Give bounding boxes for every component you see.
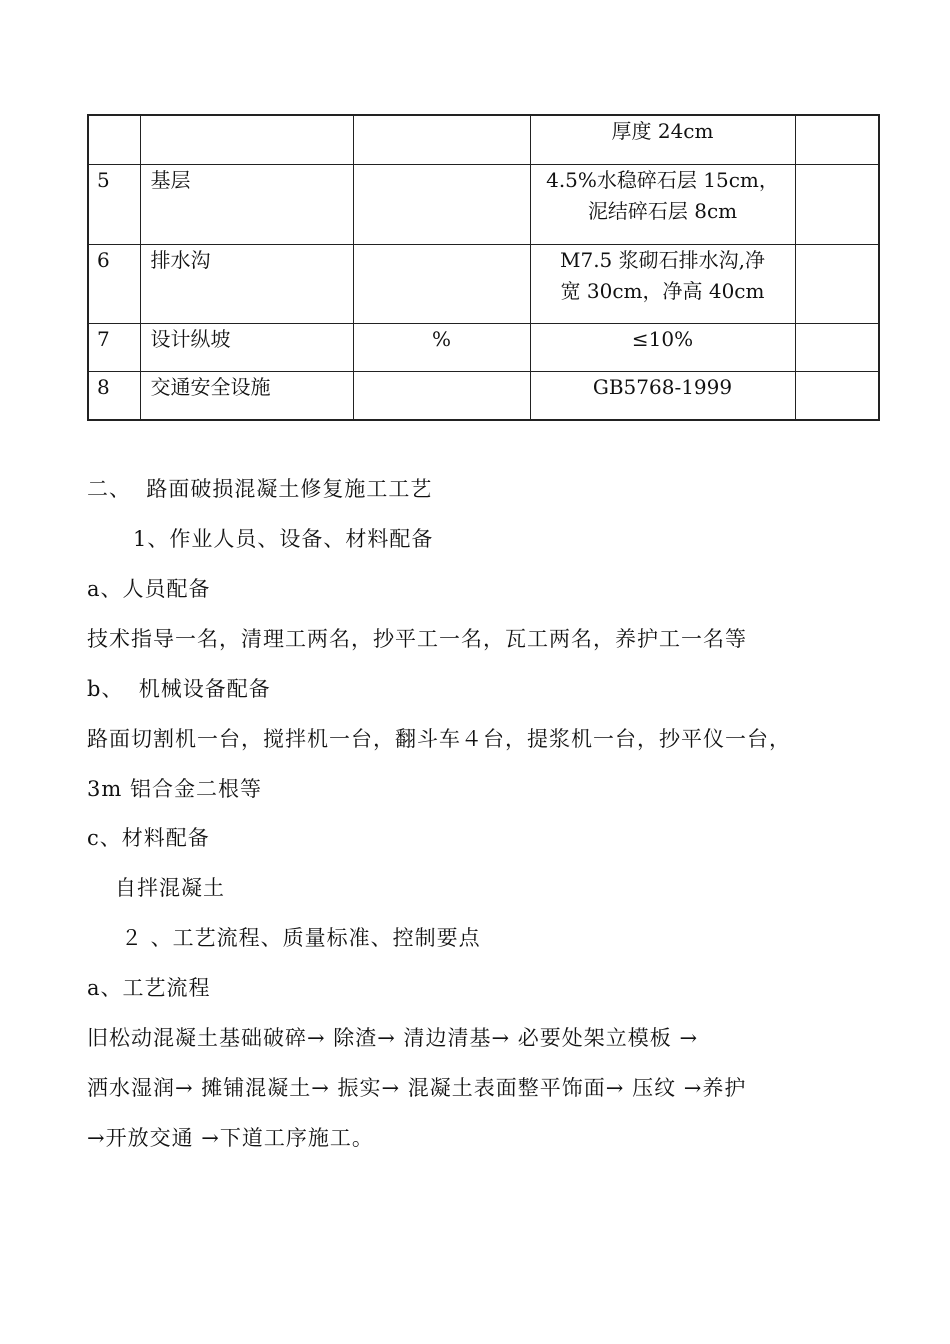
unit-cell bbox=[353, 164, 530, 244]
unit-cell: % bbox=[353, 323, 530, 371]
equipment-text-line-1: 路面切割机一台，搅拌机一台，翻斗车４台，提浆机一台，抄平仪一台， bbox=[87, 727, 791, 751]
personnel-text: 技术指导一名，清理工两名，抄平工一名，瓦工两名，养护工一名等 bbox=[87, 627, 747, 651]
row-number-cell: 8 bbox=[88, 371, 140, 420]
item-name-cell: 交通安全设施 bbox=[140, 371, 353, 420]
process-flow-heading: a、工艺流程 bbox=[87, 976, 211, 1000]
row-number-cell: 5 bbox=[88, 164, 140, 244]
process-flow-line-2: 洒水湿润→ 摊铺混凝土→ 振实→ 混凝土表面整平饰面→ 压纹 →养护 bbox=[87, 1076, 747, 1100]
table-row bbox=[88, 244, 879, 323]
row-number-cell bbox=[88, 115, 140, 164]
unit-cell bbox=[353, 115, 530, 164]
row-number-cell: 7 bbox=[88, 323, 140, 371]
spec-value-cell: M7.5 浆砌石排水沟,净 宽 30cm，净高 40cm bbox=[530, 244, 795, 323]
note-cell bbox=[795, 115, 879, 164]
note-cell bbox=[795, 244, 879, 323]
item-name-cell bbox=[140, 115, 353, 164]
note-cell bbox=[795, 323, 879, 371]
materials-text: 自拌混凝土 bbox=[115, 876, 225, 900]
table-row bbox=[88, 371, 879, 420]
subsection-title-2: ２ 、工艺流程、质量标准、控制要点 bbox=[121, 926, 481, 950]
spec-value-cell: 厚度 24cm bbox=[530, 115, 795, 164]
equipment-heading: b、 机械设备配备 bbox=[87, 677, 271, 701]
item-name-cell: 基层 bbox=[140, 164, 353, 244]
note-cell bbox=[795, 371, 879, 420]
table-row bbox=[88, 323, 879, 371]
unit-cell bbox=[353, 244, 530, 323]
spec-table-body bbox=[88, 115, 879, 420]
equipment-text-line-2: 3m 铝合金二根等 bbox=[87, 777, 262, 801]
item-name-cell: 设计纵坡 bbox=[140, 323, 353, 371]
process-flow-line-3: →开放交通 →下道工序施工。 bbox=[87, 1126, 374, 1150]
table-row bbox=[88, 164, 879, 244]
spec-value-cell: GB5768-1999 bbox=[530, 371, 795, 420]
spec-value-cell: ≤10% bbox=[530, 323, 795, 371]
spec-table bbox=[87, 114, 880, 421]
spec-value-cell: 4.5%水稳碎石层 15cm， 泥结碎石层 8cm bbox=[530, 164, 795, 244]
subsection-title-1: 1、作业人员、设备、材料配备 bbox=[133, 527, 434, 551]
table-row bbox=[88, 115, 879, 164]
item-name-cell: 排水沟 bbox=[140, 244, 353, 323]
process-flow-line-1: 旧松动混凝土基础破碎→ 除渣→ 清边清基→ 必要处架立模板 → bbox=[87, 1026, 699, 1050]
section-title: 二、 路面破损混凝土修复施工工艺 bbox=[87, 477, 433, 501]
materials-heading: c、材料配备 bbox=[87, 826, 210, 850]
unit-cell bbox=[353, 371, 530, 420]
row-number-cell: 6 bbox=[88, 244, 140, 323]
personnel-heading: a、人员配备 bbox=[87, 577, 211, 601]
note-cell bbox=[795, 164, 879, 244]
